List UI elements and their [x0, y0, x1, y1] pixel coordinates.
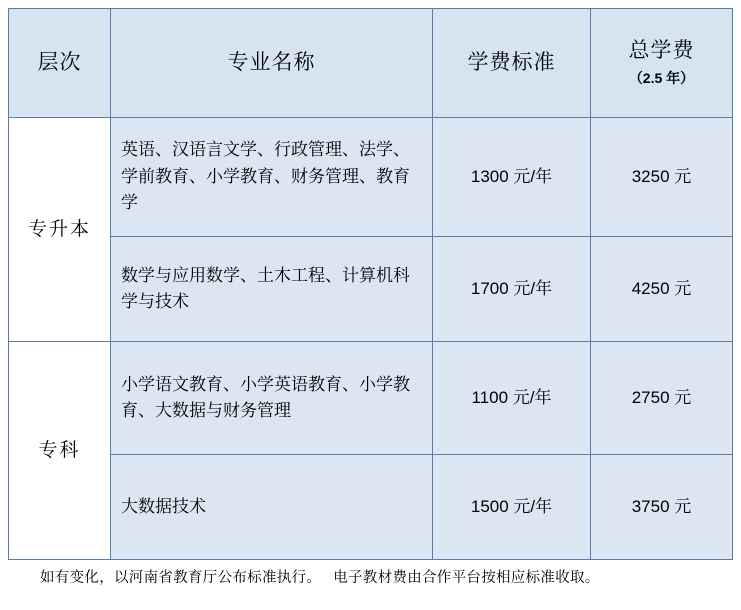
column-header-level: 层次 [9, 9, 111, 118]
column-header-total-main: 总学费 [628, 39, 695, 63]
table-body [9, 118, 733, 560]
table-row [9, 455, 733, 560]
standard-cell: 1500 元/年 [433, 455, 591, 560]
table-row [9, 118, 733, 237]
standard-cell: 1300 元/年 [433, 118, 591, 237]
table-header [9, 9, 733, 118]
footnote-part-2: 电子教材费由合作平台按相应标准收取。 [333, 570, 600, 586]
column-header-total [591, 9, 733, 118]
major-cell: 大数据技术 [111, 455, 433, 560]
column-header-standard: 学费标准 [433, 9, 591, 118]
major-cell: 英语、汉语言文学、行政管理、法学、学前教育、小学教育、财务管理、教育学 [111, 118, 433, 237]
table-row [9, 342, 733, 455]
total-cell: 2750 元 [591, 342, 733, 455]
column-header-total-sub: （2.5 年） [628, 70, 695, 87]
total-cell: 3250 元 [591, 118, 733, 237]
table-row [9, 237, 733, 342]
total-cell: 3750 元 [591, 455, 733, 560]
table-header-row [9, 9, 733, 118]
major-cell: 小学语文教育、小学英语教育、小学教育、大数据与财务管理 [111, 342, 433, 455]
footnote [8, 568, 733, 588]
total-cell: 4250 元 [591, 237, 733, 342]
level-cell-college: 专科 [9, 342, 111, 560]
footnote-part-1: 如有变化，以河南省教育厅公布标准执行。 [40, 570, 322, 586]
column-header-major: 专业名称 [111, 9, 433, 118]
major-cell: 数学与应用数学、土木工程、计算机科学与技术 [111, 237, 433, 342]
level-cell-undergraduate: 专升本 [9, 118, 111, 342]
standard-cell: 1700 元/年 [433, 237, 591, 342]
tuition-fee-table [8, 8, 733, 560]
standard-cell: 1100 元/年 [433, 342, 591, 455]
